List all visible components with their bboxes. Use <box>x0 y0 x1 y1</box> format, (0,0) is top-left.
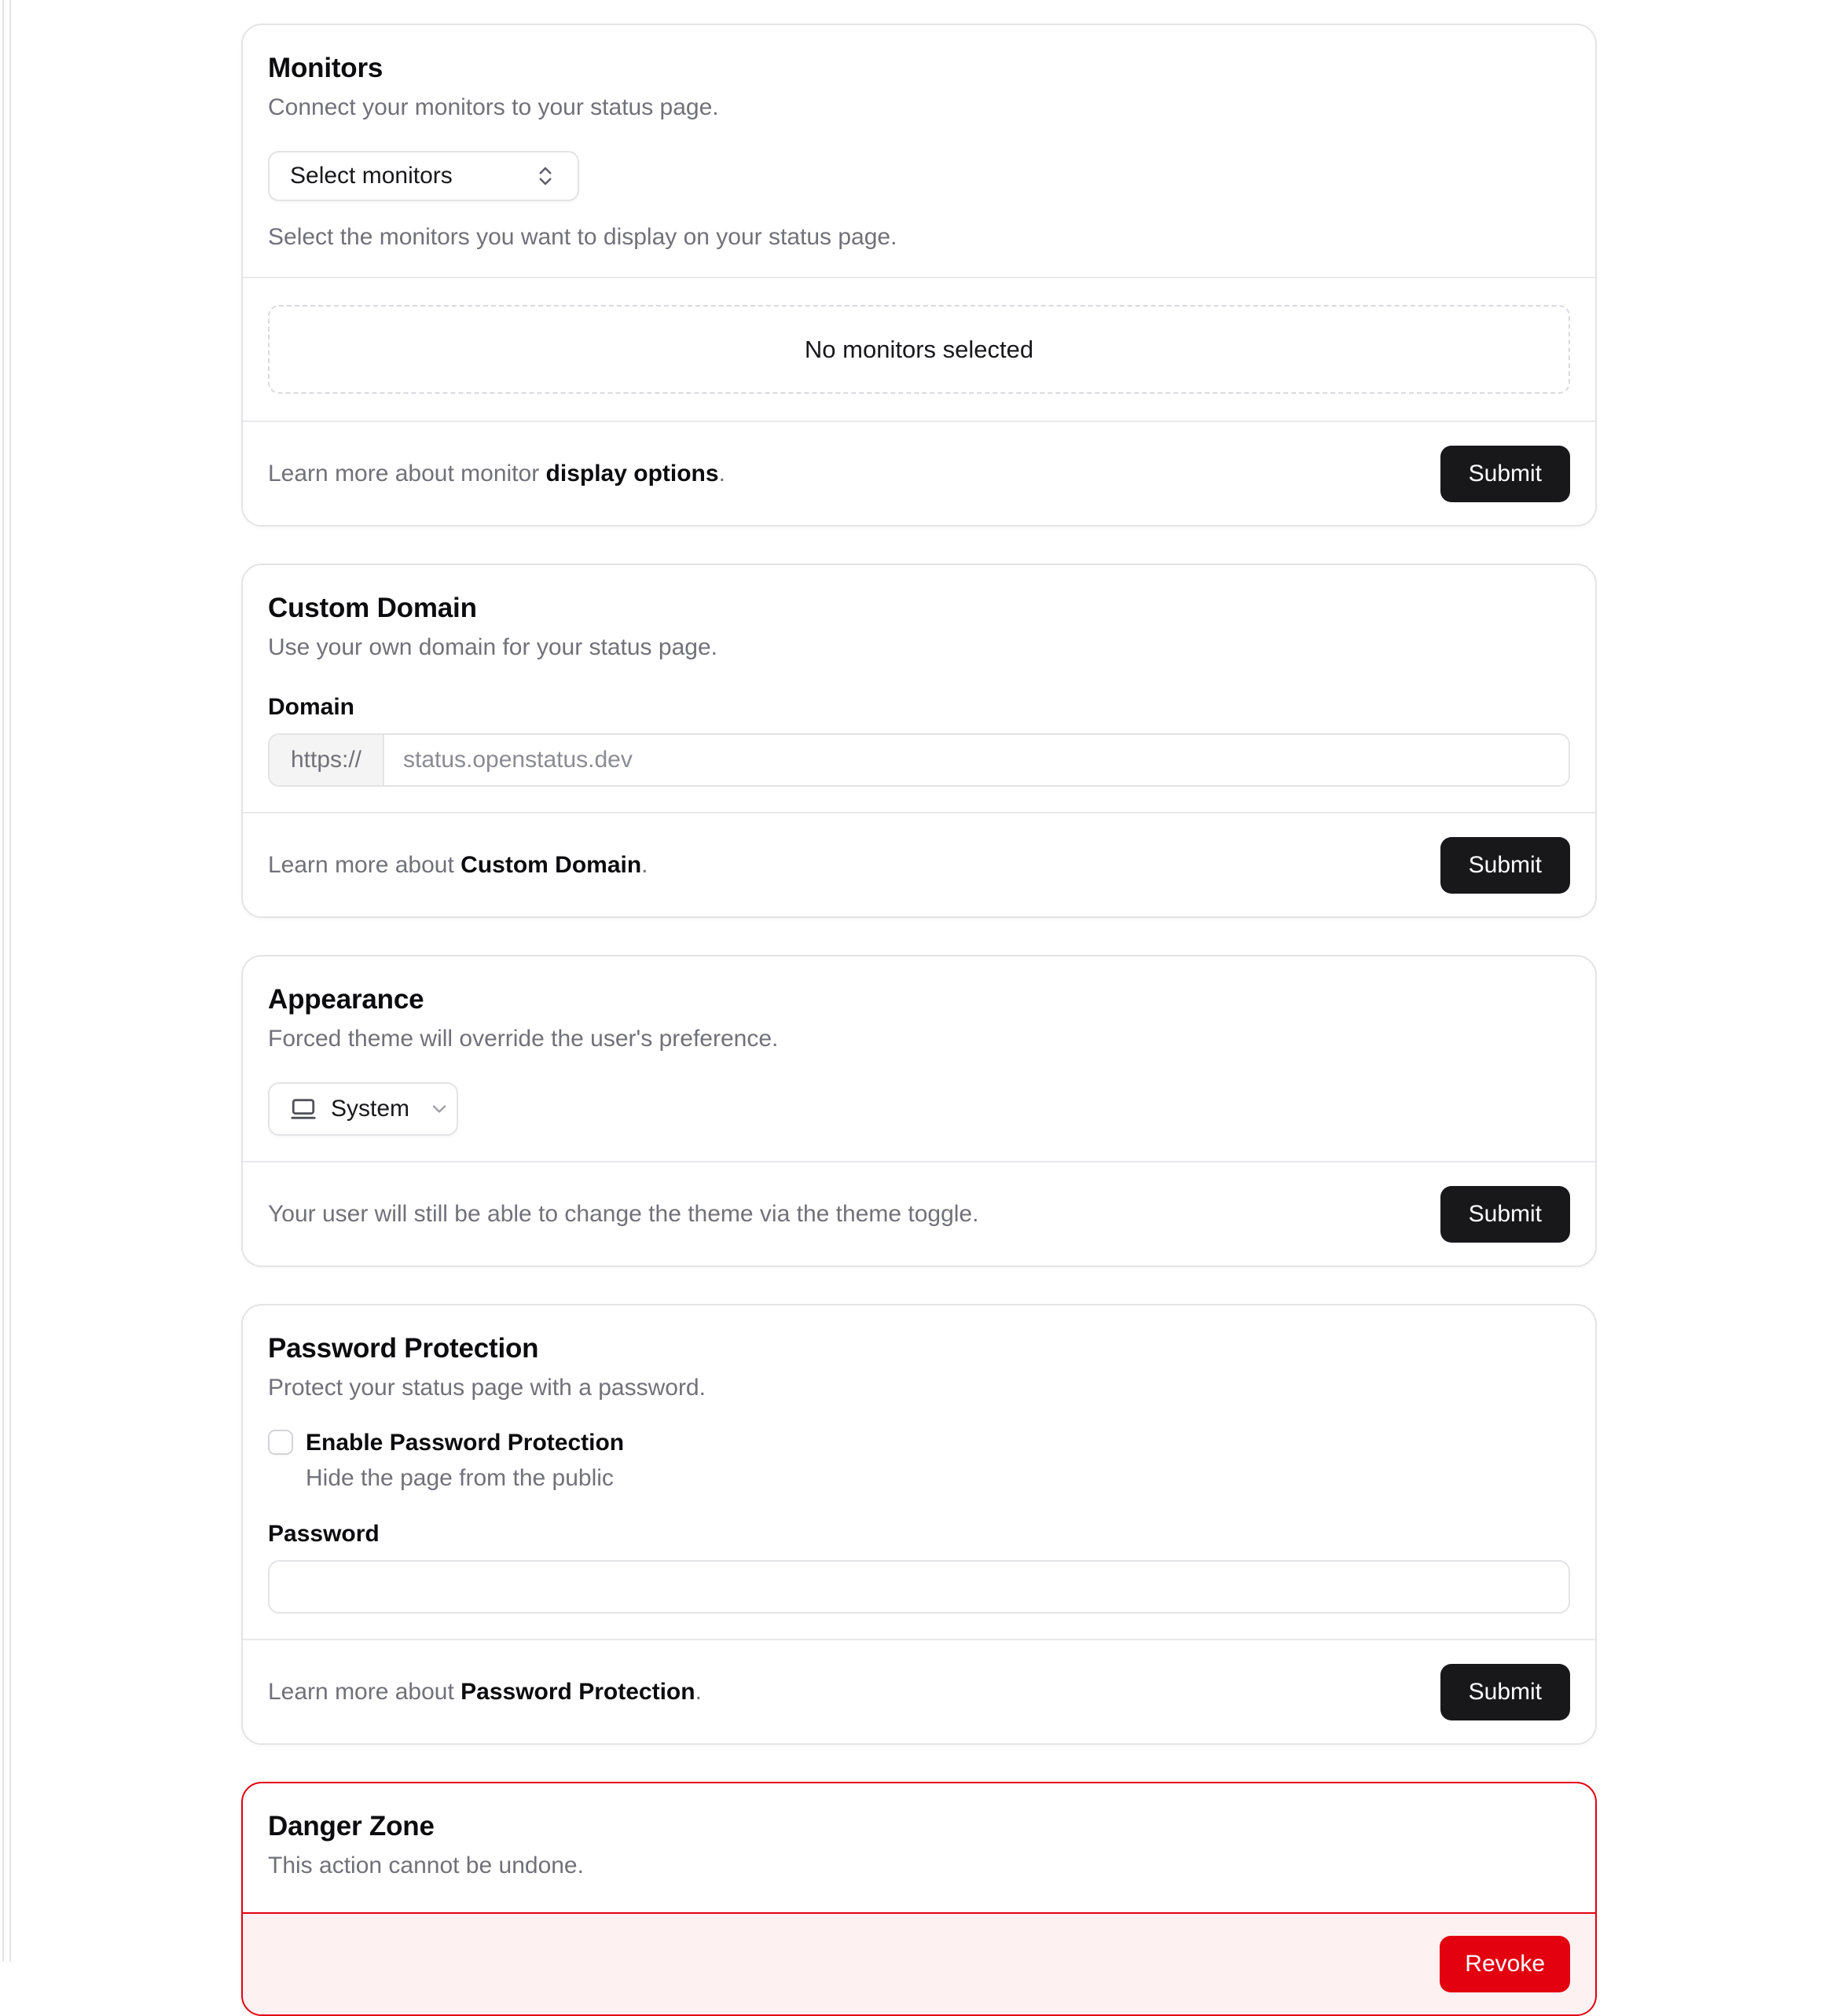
password-protection-link[interactable]: Password Protection <box>461 1679 695 1705</box>
footer-text-muted: Learn more about <box>268 1679 461 1705</box>
danger-zone-card-footer <box>243 1912 1595 2014</box>
panel-divider-line <box>9 0 11 1962</box>
enable-password-sublabel: Hide the page from the public <box>306 1464 624 1493</box>
password-protection-card-title: Password Protection <box>268 1332 1570 1365</box>
footer-text-suffix: . <box>719 461 725 487</box>
password-protection-card <box>241 1304 1597 1745</box>
monitors-card-footer <box>243 420 1595 525</box>
password-protection-footer-text <box>268 1677 702 1707</box>
footer-text-suffix: . <box>695 1679 702 1705</box>
monitors-card <box>241 24 1597 527</box>
monitors-card-header <box>243 25 1595 277</box>
custom-domain-card-title: Custom Domain <box>268 592 1570 625</box>
custom-domain-submit-button[interactable]: Submit <box>1440 837 1570 894</box>
password-protection-card-footer <box>243 1639 1595 1743</box>
select-monitors-dropdown[interactable] <box>268 151 579 201</box>
password-protection-card-description: Protect your status page with a password. <box>268 1373 1570 1403</box>
appearance-submit-button[interactable]: Submit <box>1440 1186 1570 1243</box>
https-prefix: https:// <box>270 735 384 785</box>
danger-zone-card-title: Danger Zone <box>268 1810 1570 1843</box>
appearance-card-footer <box>243 1161 1595 1265</box>
revoke-button[interactable]: Revoke <box>1440 1936 1570 1992</box>
custom-domain-card-footer <box>243 812 1595 916</box>
no-monitors-text: No monitors selected <box>805 336 1033 364</box>
chevrons-up-down-icon <box>534 164 557 188</box>
display-options-link[interactable]: display options <box>546 461 719 487</box>
custom-domain-footer-text <box>268 850 648 880</box>
monitors-card-description: Connect your monitors to your status page. <box>268 93 1570 123</box>
password-protection-card-header <box>243 1305 1595 1639</box>
enable-password-checkbox[interactable] <box>268 1430 293 1455</box>
password-protection-submit-button[interactable]: Submit <box>1440 1664 1570 1720</box>
laptop-icon <box>290 1096 317 1122</box>
appearance-card-description: Forced theme will override the user's preference. <box>268 1024 1570 1054</box>
footer-text-muted: Learn more about monitor <box>268 461 546 487</box>
custom-domain-card <box>241 564 1597 918</box>
domain-input[interactable] <box>384 735 1569 785</box>
appearance-card <box>241 955 1597 1267</box>
monitors-card-title: Monitors <box>268 52 1570 85</box>
select-monitors-helper: Select the monitors you want to display on your status page. <box>268 223 1570 252</box>
monitors-submit-button[interactable]: Submit <box>1440 446 1570 502</box>
danger-zone-card <box>241 1782 1597 2016</box>
monitors-footer-text <box>268 459 725 489</box>
password-field-label: Password <box>268 1521 1570 1548</box>
select-monitors-label: Select monitors <box>290 163 453 189</box>
footer-text-muted: Your user will still be able to change the theme via the theme toggle. <box>268 1201 978 1227</box>
footer-text-muted: Learn more about <box>268 852 461 878</box>
danger-zone-card-description: This action cannot be undone. <box>268 1851 1570 1881</box>
appearance-card-header <box>243 957 1595 1161</box>
panel-divider-line <box>2 0 4 1962</box>
custom-domain-link[interactable]: Custom Domain <box>461 852 641 878</box>
settings-page <box>241 24 1597 2016</box>
chevron-down-icon <box>428 1098 450 1120</box>
footer-text-suffix: . <box>641 852 648 878</box>
appearance-footer-text <box>268 1199 978 1229</box>
monitors-empty-section <box>243 277 1595 420</box>
password-input[interactable] <box>268 1560 1570 1614</box>
domain-field-label: Domain <box>268 694 1570 721</box>
enable-password-label: Enable Password Protection <box>306 1428 624 1458</box>
theme-select-dropdown[interactable] <box>268 1082 458 1136</box>
no-monitors-placeholder <box>268 305 1570 394</box>
domain-input-group <box>268 733 1570 787</box>
custom-domain-card-description: Use your own domain for your status page. <box>268 633 1570 663</box>
danger-zone-card-header <box>243 1783 1595 1912</box>
custom-domain-card-header <box>243 565 1595 812</box>
theme-select-value: System <box>331 1096 409 1122</box>
enable-password-row <box>268 1428 1570 1493</box>
appearance-card-title: Appearance <box>268 983 1570 1016</box>
